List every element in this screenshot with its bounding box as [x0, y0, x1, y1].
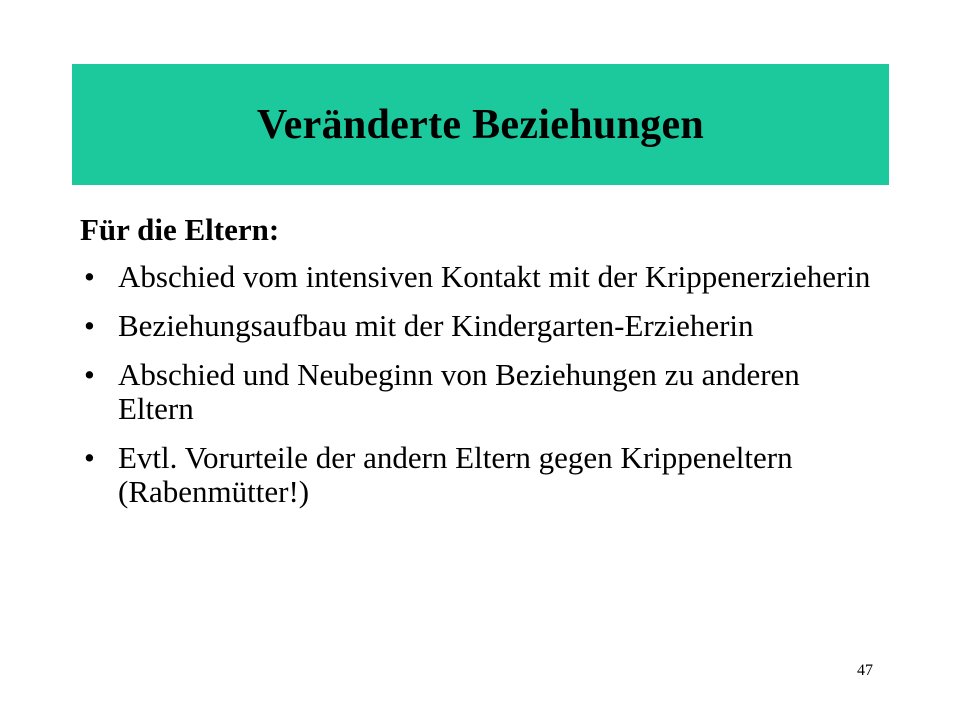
- slide-content: [80, 210, 880, 524]
- bullet-text: Abschied vom intensiven Kontakt mit der Krippenerzieherin: [118, 259, 871, 294]
- bullet-text: Beziehungsaufbau mit der Kindergarten-Erzieherin: [118, 308, 754, 343]
- title-bar: [72, 64, 889, 185]
- bullet-point-icon: •: [84, 259, 95, 294]
- bullet-text: Evtl. Vorurteile der andern Eltern gegen Krippeneltern (Rabenmütter!): [118, 440, 793, 509]
- subheading: Für die Eltern:: [80, 212, 280, 247]
- bullet-item: [80, 441, 880, 509]
- bullet-list: [80, 260, 880, 509]
- bullet-item: [80, 260, 880, 294]
- bullet-item: [80, 309, 880, 343]
- bullet-point-icon: •: [84, 357, 95, 392]
- bullet-point-icon: •: [84, 440, 95, 475]
- bullet-item: [80, 358, 880, 426]
- bullet-point-icon: •: [84, 308, 95, 343]
- bullet-text: Abschied und Neubeginn von Beziehungen zu anderen Eltern: [118, 357, 800, 426]
- page-number: 47: [857, 662, 873, 679]
- slide-title: Veränderte Beziehungen: [256, 101, 705, 148]
